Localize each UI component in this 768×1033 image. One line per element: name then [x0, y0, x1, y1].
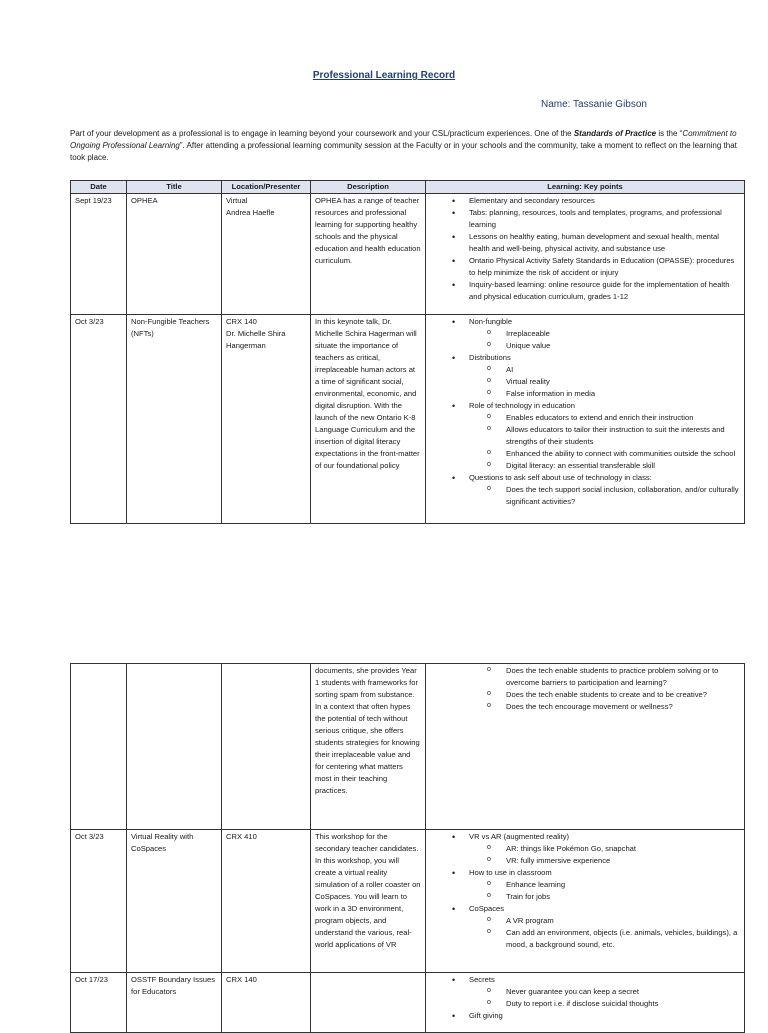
header-date: Date	[71, 181, 127, 194]
row-key-points	[426, 315, 745, 524]
sub-point: o Irreplaceable	[430, 328, 740, 340]
row-location	[222, 315, 311, 524]
key-point: • Ontario Physical Activity Safety Standards in Education (OPASSE): procedures to help minimize the risk of accident or injury	[430, 255, 740, 279]
row-location: CRX 140	[222, 973, 311, 1033]
presenter-line: Andrea Haefle	[226, 208, 275, 217]
row-date: Sept 19/23	[71, 194, 127, 315]
presenter-line: Dr. Michelle Shira Hangerman	[226, 329, 286, 350]
sub-point: o A VR program	[430, 915, 740, 927]
table-header-row	[71, 181, 745, 194]
row-title	[127, 664, 222, 830]
row-date	[71, 664, 127, 830]
key-point: • Lessons on healthy eating, human development and sexual health, mental health and well-being, physical activity, and substance use	[430, 231, 740, 255]
row-description: This workshop for the secondary teacher candidates. In this workshop, you will create a virtual reality simulation of a roller coaster on CoSpaces. You will learn to work in a 3D environment, program objects, and understand the various, real-world applications of VR	[311, 830, 426, 973]
sub-point: o Digital literacy: an essential transferable skill	[430, 460, 740, 472]
table-row	[71, 315, 745, 524]
table-row	[71, 664, 745, 830]
row-date: Oct 17/23	[71, 973, 127, 1033]
sub-point: o Virtual reality	[430, 376, 740, 388]
row-location	[222, 664, 311, 830]
key-point: • How to use in classroom	[430, 867, 740, 879]
row-description: OPHEA has a range of teacher resources and professional learning for supporting healthy schools and the physical education and health education curriculum.	[311, 194, 426, 315]
key-point: • Secrets	[430, 974, 740, 986]
sub-point: o Does the tech enable students to practice problem solving or to overcome barriers to participation and learning?	[430, 665, 740, 689]
sub-point: o Allows educators to tailor their instruction to suit the interests and strengths of their students	[430, 424, 740, 448]
key-point: • Questions to ask self about use of technology in class:	[430, 472, 740, 484]
location-line: Virtual	[226, 196, 248, 205]
learning-table-page1	[70, 180, 745, 524]
sub-point: o Enables educators to extend and enrich their instruction	[430, 412, 740, 424]
row-description: documents, she provides Year 1 students with frameworks for sorting spam from substance. In a context that often hypes the potential of tech without serious critique, she offers students strategies for knowing their irreplaceable value and for centering what matters most in their teaching practices.	[311, 664, 426, 830]
key-point: • Tabs: planning, resources, tools and templates, programs, and professional learning	[430, 207, 740, 231]
sub-point: o AI	[430, 364, 740, 376]
location-line: CRX 140	[226, 317, 257, 326]
sub-point: o Never guarantee you can keep a secret	[430, 986, 740, 998]
key-point: • Non-fungible	[430, 316, 740, 328]
sub-point: o Unique value	[430, 340, 740, 352]
sub-point: o Does the tech support social inclusion, collaboration, and/or culturally significant activities?	[430, 484, 740, 508]
row-description: In this keynote talk, Dr. Michelle Schira Hagerman will situate the importance of teachers as critical, irreplaceable human actors at a time of significant social, environmental, economic, and digital disruption. With the launch of the new Ontario K-8 Language Curriculum and the insertion of digital literacy expectations in the front-matter of our foundational policy	[311, 315, 426, 524]
page-title: Professional Learning Record	[312, 70, 456, 81]
sub-point: o Can add an environment, objects (i.e. animals, vehicles, buildings), a mood, a background sound, etc.	[430, 927, 740, 951]
sub-point: o VR: fully immersive experience	[430, 855, 740, 867]
row-location: CRX 410	[222, 830, 311, 973]
row-key-points	[426, 664, 745, 830]
row-key-points	[426, 194, 745, 315]
intro-text-3: ”. After attending a professional learning community session at the Faculty or in your schools and the community, take a moment to reflect on the learning that took place.	[70, 141, 737, 162]
key-point: • CoSpaces	[430, 903, 740, 915]
intro-commitment: Commitment to Ongoing Professional Learning	[70, 129, 737, 150]
row-date: Oct 3/23	[71, 315, 127, 524]
row-date: Oct 3/23	[71, 830, 127, 973]
sub-point: o Train for jobs	[430, 891, 740, 903]
intro-paragraph	[70, 128, 742, 164]
sub-point: o Does the tech encourage movement or wellness?	[430, 701, 740, 713]
sub-point: o Enhanced the ability to connect with communities outside the school	[430, 448, 740, 460]
sub-point: o Enhance learning	[430, 879, 740, 891]
row-title: Non-Fungible Teachers (NFTs)	[127, 315, 222, 524]
sub-point: o Does the tech enable students to create and to be creative?	[430, 689, 740, 701]
intro-text-2: is the “	[656, 129, 683, 138]
row-location	[222, 194, 311, 315]
sub-point: o False information in media	[430, 388, 740, 400]
learning-table-page2	[70, 663, 745, 1033]
header-description: Description	[311, 181, 426, 194]
table-row	[71, 830, 745, 973]
key-point: • Gift giving	[430, 1010, 740, 1022]
key-point: • Distributions	[430, 352, 740, 364]
intro-standards: Standards of Practice	[573, 129, 657, 138]
intro-text-1: Part of your development as a professional is to engage in learning beyond your coursework and your CSL/practicum experiences. One of the	[70, 129, 574, 138]
row-key-points	[426, 830, 745, 973]
sub-point: o Duty to report i.e. if disclose suicidal thoughts	[430, 998, 740, 1010]
key-point: • Inquiry-based learning: online resource guide for the implementation of health and physical education curriculum, grades 1-12	[430, 279, 740, 303]
header-learning: Learning: Key points	[426, 181, 745, 194]
key-point: • Role of technology in education	[430, 400, 740, 412]
header-title: Title	[127, 181, 222, 194]
key-point: • Elementary and secondary resources	[430, 195, 740, 207]
table-row	[71, 194, 745, 315]
header-location: Location/Presenter	[222, 181, 311, 194]
sub-point: o AR: things like Pokémon Go, snapchat	[430, 843, 740, 855]
key-point: • VR vs AR (augmented reality)	[430, 831, 740, 843]
row-title: OSSTF Boundary Issues for Educators	[127, 973, 222, 1033]
row-title: Virtual Reality with CoSpaces	[127, 830, 222, 973]
row-title: OPHEA	[127, 194, 222, 315]
student-name: Name: Tassanie Gibson	[541, 99, 647, 110]
